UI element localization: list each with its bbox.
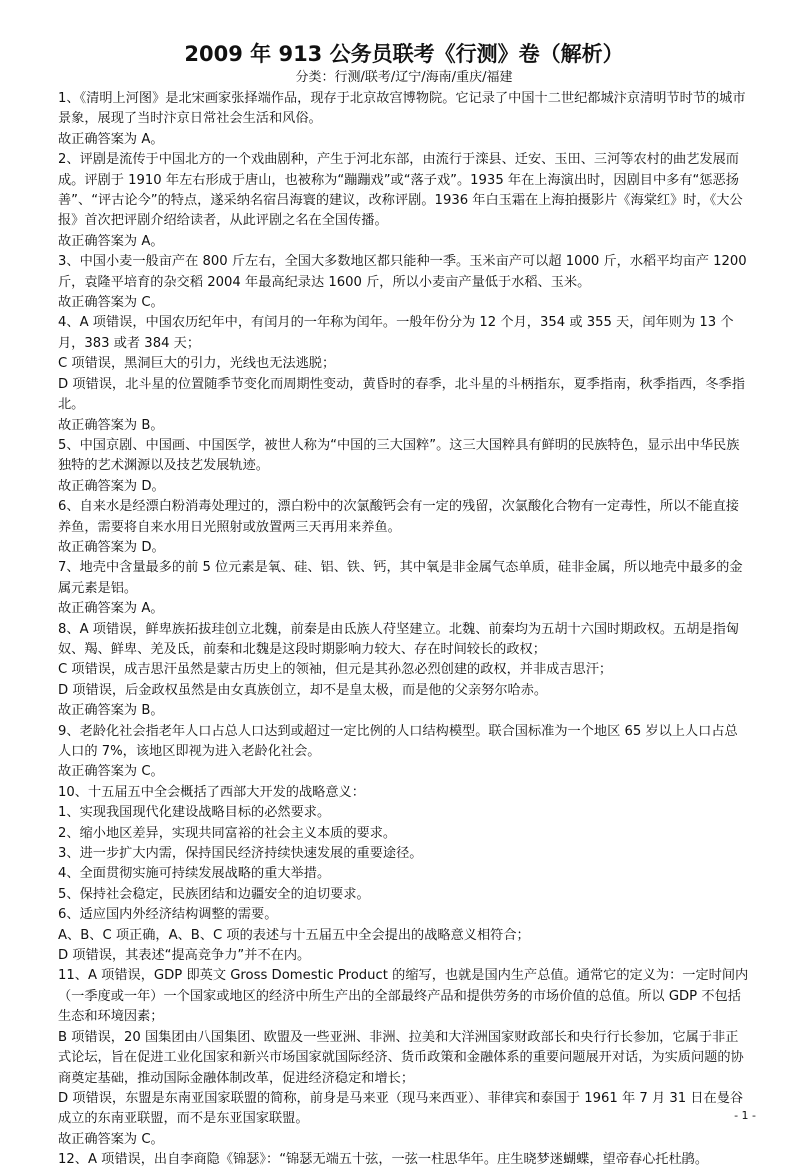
paragraph: D 项错误，后金政权虽然是由女真族创立，却不是皇太极，而是他的父亲努尔哈赤。 [58, 682, 548, 698]
paragraph: 9、老龄化社会指老年人口占总人口达到或超过一定比例的人口结构模型。联合国标准为一个地区 65 岁以上人口占总人口的 7%，该地区即视为进入老龄化社会。 [58, 723, 738, 759]
paragraph: 故正确答案为 A。 [58, 233, 164, 249]
paragraph: 故正确答案为 A。 [58, 601, 164, 617]
paragraph: B 项错误，20 国集团由八国集团、欧盟及一些亚洲、非洲、拉美和大洋洲国家财政部长和央行行长参加，它属于非正式论坛，旨在促进工业化国家和新兴市场国家就国际经济、货币政策和金融体系的重要问题展开对话，为实质问题的协商奠定基础，推动国际金融体制改革，促进经济稳定和增长； [58, 1029, 744, 1086]
paragraph: 5、保持社会稳定，民族团结和边疆安全的迫切要求。 [58, 886, 370, 902]
paragraph: A、B、C 项正确，A、B、C 项的表述与十五届五中全会提出的战略意义相符合； [58, 927, 530, 943]
paragraph: 故正确答案为 D。 [58, 539, 165, 555]
paragraph: 4、全面贯彻实施可持续发展战略的重大举措。 [58, 866, 331, 882]
paragraph: 7、地壳中含量最多的前 5 位元素是氧、硅、铝、铁、钙，其中氧是非金属气态单质，硅非金属，所以地壳中最多的金属元素是铝。 [58, 560, 743, 596]
paragraph: 2、评剧是流传于中国北方的一个戏曲剧种，产生于河北东部，由流行于滦县、迁安、玉田、三河等农村的曲艺发展而成。评剧于 1910 年左右形成于唐山，也被称为“蹦蹦戏”或“落子戏”。1935 年在上海演出时，因剧目中多有“惩恶扬善”、“评古论今”的特点，遂采纳名宿吕海寰的建议，改称评剧。1936 年白玉霜在上海拍摄影片《海棠红》时，《大公报》首次把评剧介绍给读者，从此评剧之名在全国传播。 [58, 152, 743, 229]
paragraph: C 项错误，成吉思汗虽然是蒙古历史上的领袖，但元是其孙忽必烈创建的政权，并非成吉思汗； [58, 662, 613, 678]
page-number: - 1 - [734, 1109, 756, 1122]
paragraph: D 项错误，东盟是东南亚国家联盟的简称，前身是马来亚（现马来西亚）、菲律宾和泰国于 1961 年 7 月 31 日在曼谷成立的东南亚联盟，而不是东亚国家联盟。 [58, 1090, 744, 1127]
paragraph: 故正确答案为 B。 [58, 417, 164, 433]
paragraph: 12、A 项错误，出自李商隐《锦瑟》：“锦瑟无端五十弦，一弦一柱思华年。庄生晓梦迷蝴蝶，望帝春心托杜鹃。 [58, 1152, 709, 1168]
document-category: 分类：行测/联考/辽宁/海南/重庆/福建 [295, 70, 513, 85]
paragraph: 故正确答案为 C。 [58, 1131, 164, 1147]
paragraph: 10、十五届五中全会概括了西部大开发的战略意义： [58, 784, 365, 800]
paragraph: 故正确答案为 C。 [58, 764, 164, 780]
paragraph: 6、自来水是经漂白粉消毒处理过的，漂白粉中的次氯酸钙会有一定的残留，次氯酸化合物有一定毒性，所以不能直接养鱼，需要将自来水用日光照射或放置两三天再用来养鱼。 [58, 499, 739, 535]
paragraph: 1、《清明上河图》是北宋画家张择端作品，现存于北京故宫博物院。它记录了中国十二世纪都城汴京清明节时节的城市景象，展现了当时汴京日常社会生活和风俗。 [58, 91, 746, 127]
paragraph: 3、中国小麦一般亩产在 800 斤左右，全国大多数地区都只能种一季。玉米亩产可以超 1000 斤，水稻平均亩产 1200 斤，袁隆平培育的杂交稻 2004 年最高纪录达 1600 斤，所以小麦亩产量低于水稻、玉米。 [58, 254, 747, 290]
paragraph: 11、A 项错误，GDP 即英文 Gross Domestic Product 的缩写，也就是国内生产总值。通常它的定义为：一定时间内（一季度或一年）一个国家或地区的经济中所生产出的全部最终产品和提供劳务的市场价值的总值。所以 GDP 不包括生态和环境因素； [58, 968, 749, 1025]
paragraph: 6、适应国内外经济结构调整的需要。 [58, 907, 278, 923]
paragraph: 故正确答案为 B。 [58, 703, 164, 719]
paragraph: 3、进一步扩大内需，保持国民经济持续快速发展的重要途径。 [58, 846, 423, 862]
paragraph: 8、A 项错误，鲜卑族拓拔珪创立北魏，前秦是由氐族人苻坚建立。北魏、前秦均为五胡十六国时期政权。五胡是指匈奴、羯、鲜卑、羌及氐，前秦和北魏是这段时期影响力较大、存在时间较长的政权； [58, 621, 739, 657]
paragraph: 故正确答案为 C。 [58, 295, 164, 311]
paragraph: C 项错误，黑洞巨大的引力，光线也无法逃脱； [58, 356, 336, 372]
document-page [58, 40, 750, 1171]
paragraph: 1、实现我国现代化建设战略目标的必然要求。 [58, 805, 331, 821]
paragraph: D 项错误，北斗星的位置随季节变化而周期性变动，黄昏时的春季，北斗星的斗柄指东，夏季指南，秋季指西，冬季指北。 [58, 376, 745, 413]
paragraph: 故正确答案为 A。 [58, 131, 164, 147]
paragraph: 5、中国京剧、中国画、中国医学，被世人称为“中国的三大国粹”。这三大国粹具有鲜明的民族特色，显示出中华民族独特的艺术渊源以及技艺发展轨迹。 [58, 437, 740, 474]
document-title: 2009 年 913 公务员联考《行测》卷（解析） [184, 42, 624, 66]
paragraph: 4、A 项错误，中国农历纪年中，有闰月的一年称为闰年。一般年份分为 12 个月，354 或 355 天，闰年则为 13 个月，383 或者 384 天； [58, 315, 734, 351]
paragraph: 故正确答案为 D。 [58, 478, 165, 494]
paragraph: 2、缩小地区差异，实现共同富裕的社会主义本质的要求。 [58, 825, 397, 841]
paragraph: D 项错误，其表述“提高竞争力”并不在内。 [58, 948, 311, 964]
document-body [58, 89, 750, 1171]
